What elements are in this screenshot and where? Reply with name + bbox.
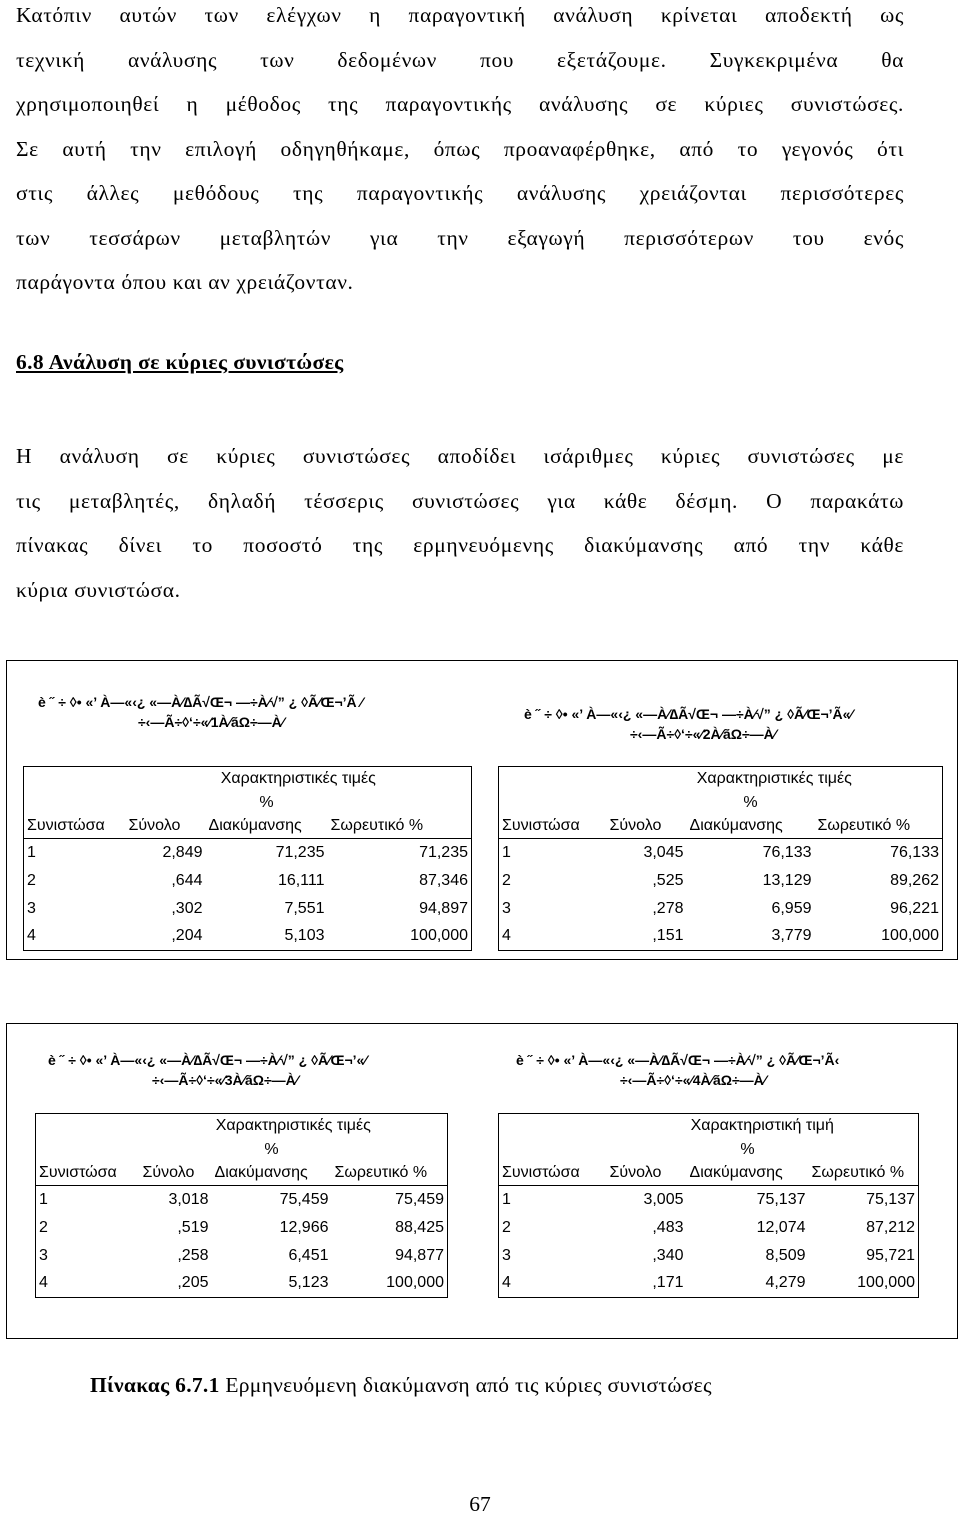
variance-header: Διακύμανσης (689, 817, 783, 835)
paragraph-line: τις μεταβλητές, δηλαδή τέσσερις συνιστώσες για κάθε δέσμη. Ο παρακάτω (16, 488, 904, 513)
table-row: 3 ,278 6,959 96,221 (499, 895, 943, 923)
paragraph-line: παράγοντα όπου και αν χρειάζονταν. (16, 270, 354, 294)
table-row: 3 ,340 8,509 95,721 (499, 1242, 919, 1270)
table-row: 1 2,849 71,235 71,235 (24, 839, 472, 867)
paragraph-line: τεχνική ανάλυσης των δεδομένων που εξετάζουμε. Συγκεκριμένα θα (16, 47, 904, 72)
table-row: 2 ,525 13,129 89,262 (499, 867, 943, 895)
component-header: Συνιστώσα (499, 815, 607, 839)
paragraph-line: χρησιμοποιηθεί η μέθοδος της παραγοντικής ανάλυσης σε κύριες συνιστώσες. (16, 92, 904, 116)
table-row: 1 3,005 75,137 75,137 (499, 1186, 919, 1214)
table-row: 1 3,045 76,133 76,133 (499, 839, 943, 867)
table-title-garbled: è ˝ ÷ ◊• «’ À—«‹¿ «—À⁄∆Ã√Œ¬ —÷À⁄√” ¿ ◊Ã⁄Œ¬’Ã ⁄ ÷‹—Ã÷◊‘÷«⁄1À⁄ãΩ÷—À⁄ (38, 694, 363, 730)
eigenvalue-table-1 (23, 766, 472, 951)
table-title-garbled: è ˝ ÷ ◊• «’ À—«‹¿ «—À⁄∆Ã√Œ¬ —÷À⁄√” ¿ ◊Ã⁄Œ¬’Ã«⁄ ÷‹—Ã÷◊‘÷«⁄2À⁄ãΩ÷—À⁄ (524, 706, 853, 742)
table-title-garbled: è ˝ ÷ ◊• «’ À—«‹¿ «—À⁄∆Ã√Œ¬ —÷À⁄√” ¿ ◊Ã⁄Œ¬’Ã‹ ÷‹—Ã÷◊‘÷«⁄4À⁄ãΩ÷—À⁄ (516, 1052, 840, 1088)
page-number: 67 (469, 1492, 491, 1516)
total-header: Σύνολο (128, 817, 181, 835)
component-header: Συνιστώσα (36, 1162, 140, 1186)
paragraph-line: Η ανάλυση σε κύριες συνιστώσες αποδίδει ισάριθμες κύριες συνιστώσες με (16, 444, 904, 468)
percent-header: % (259, 793, 274, 811)
section-paragraph (16, 434, 904, 612)
percent-header: % (740, 1140, 755, 1158)
cumulative-header: Σωρευτικό % (809, 1162, 919, 1186)
total-header: Σύνολο (609, 817, 662, 835)
cumulative-header: Σωρευτικό % (815, 815, 943, 839)
paragraph-line: Σε αυτή την επιλογή οδηγηθήκαμε, όπως προαναφέρθηκε, από το γεγονός ότι (16, 136, 904, 161)
table-row: 2 ,519 12,966 88,425 (36, 1214, 448, 1242)
table-row: 2 ,483 12,074 87,212 (499, 1214, 919, 1242)
variance-header: Διακύμανσης (214, 1164, 308, 1182)
percent-header: % (743, 793, 758, 811)
table-row: 4 ,205 5,123 100,000 (36, 1270, 448, 1298)
caption-label: Πίνακας 6.7.1 (90, 1373, 220, 1397)
group-header: Χαρακτηριστικές τιμές (140, 1114, 448, 1138)
table-row: 4 ,171 4,279 100,000 (499, 1270, 919, 1298)
component-header: Συνιστώσα (499, 1162, 607, 1186)
eigenvalue-table-4 (498, 1113, 919, 1298)
table-row: 1 3,018 75,459 75,459 (36, 1186, 448, 1214)
eigenvalue-table-3 (35, 1113, 448, 1298)
table-row: 3 ,302 7,551 94,897 (24, 895, 472, 923)
intro-paragraph (16, 0, 904, 305)
paragraph-line: στις άλλες μεθόδους της παραγοντικής ανάλυσης χρειάζονται περισσότερες (16, 181, 904, 205)
paragraph-line: κύρια συνιστώσα. (16, 577, 181, 602)
total-header: Σύνολο (142, 1164, 195, 1182)
percent-header: % (264, 1140, 279, 1158)
table-row: 4 ,204 5,103 100,000 (24, 923, 472, 951)
section-heading: 6.8 Ανάλυση σε κύριες συνιστώσες (16, 350, 344, 374)
table-title-garbled: è ˝ ÷ ◊• «’ À—«‹¿ «—À⁄∆Ã√Œ¬ —÷À⁄√” ¿ ◊Ã⁄Œ¬’«⁄ ÷‹—Ã÷◊‘÷«⁄3À⁄ãΩ÷—À⁄ (48, 1052, 367, 1088)
paragraph-line: Κατόπιν αυτών των ελέγχων η παραγοντική ανάλυση κρίνεται αποδεκτή ως (16, 3, 904, 27)
caption-text: Ερμηνευόμενη διακύμανση από τις κύριες συνιστώσες (219, 1373, 712, 1397)
cumulative-header: Σωρευτικό % (328, 815, 472, 839)
eigenvalue-table-2 (498, 766, 943, 951)
group-header: Χαρακτηριστική τιμή (607, 1114, 919, 1138)
table-row: 2 ,644 16,111 87,346 (24, 867, 472, 895)
paragraph-line: των τεσσάρων μεταβλητών για την εξαγωγή περισσότερων του ενός (16, 225, 904, 250)
cumulative-header: Σωρευτικό % (332, 1162, 448, 1186)
group-header: Χαρακτηριστικές τιμές (126, 767, 472, 791)
group-header: Χαρακτηριστικές τιμές (607, 767, 943, 791)
total-header: Σύνολο (609, 1164, 662, 1182)
table-row: 3 ,258 6,451 94,877 (36, 1242, 448, 1270)
variance-header: Διακύμανσης (208, 817, 302, 835)
table-row: 4 ,151 3,779 100,000 (499, 923, 943, 951)
variance-header: Διακύμανσης (689, 1164, 783, 1182)
component-header: Συνιστώσα (24, 815, 126, 839)
paragraph-line: πίνακας δίνει το ποσοστό της ερμηνευόμενης διακύμανσης από την κάθε (16, 533, 904, 557)
table-caption (90, 1373, 712, 1398)
